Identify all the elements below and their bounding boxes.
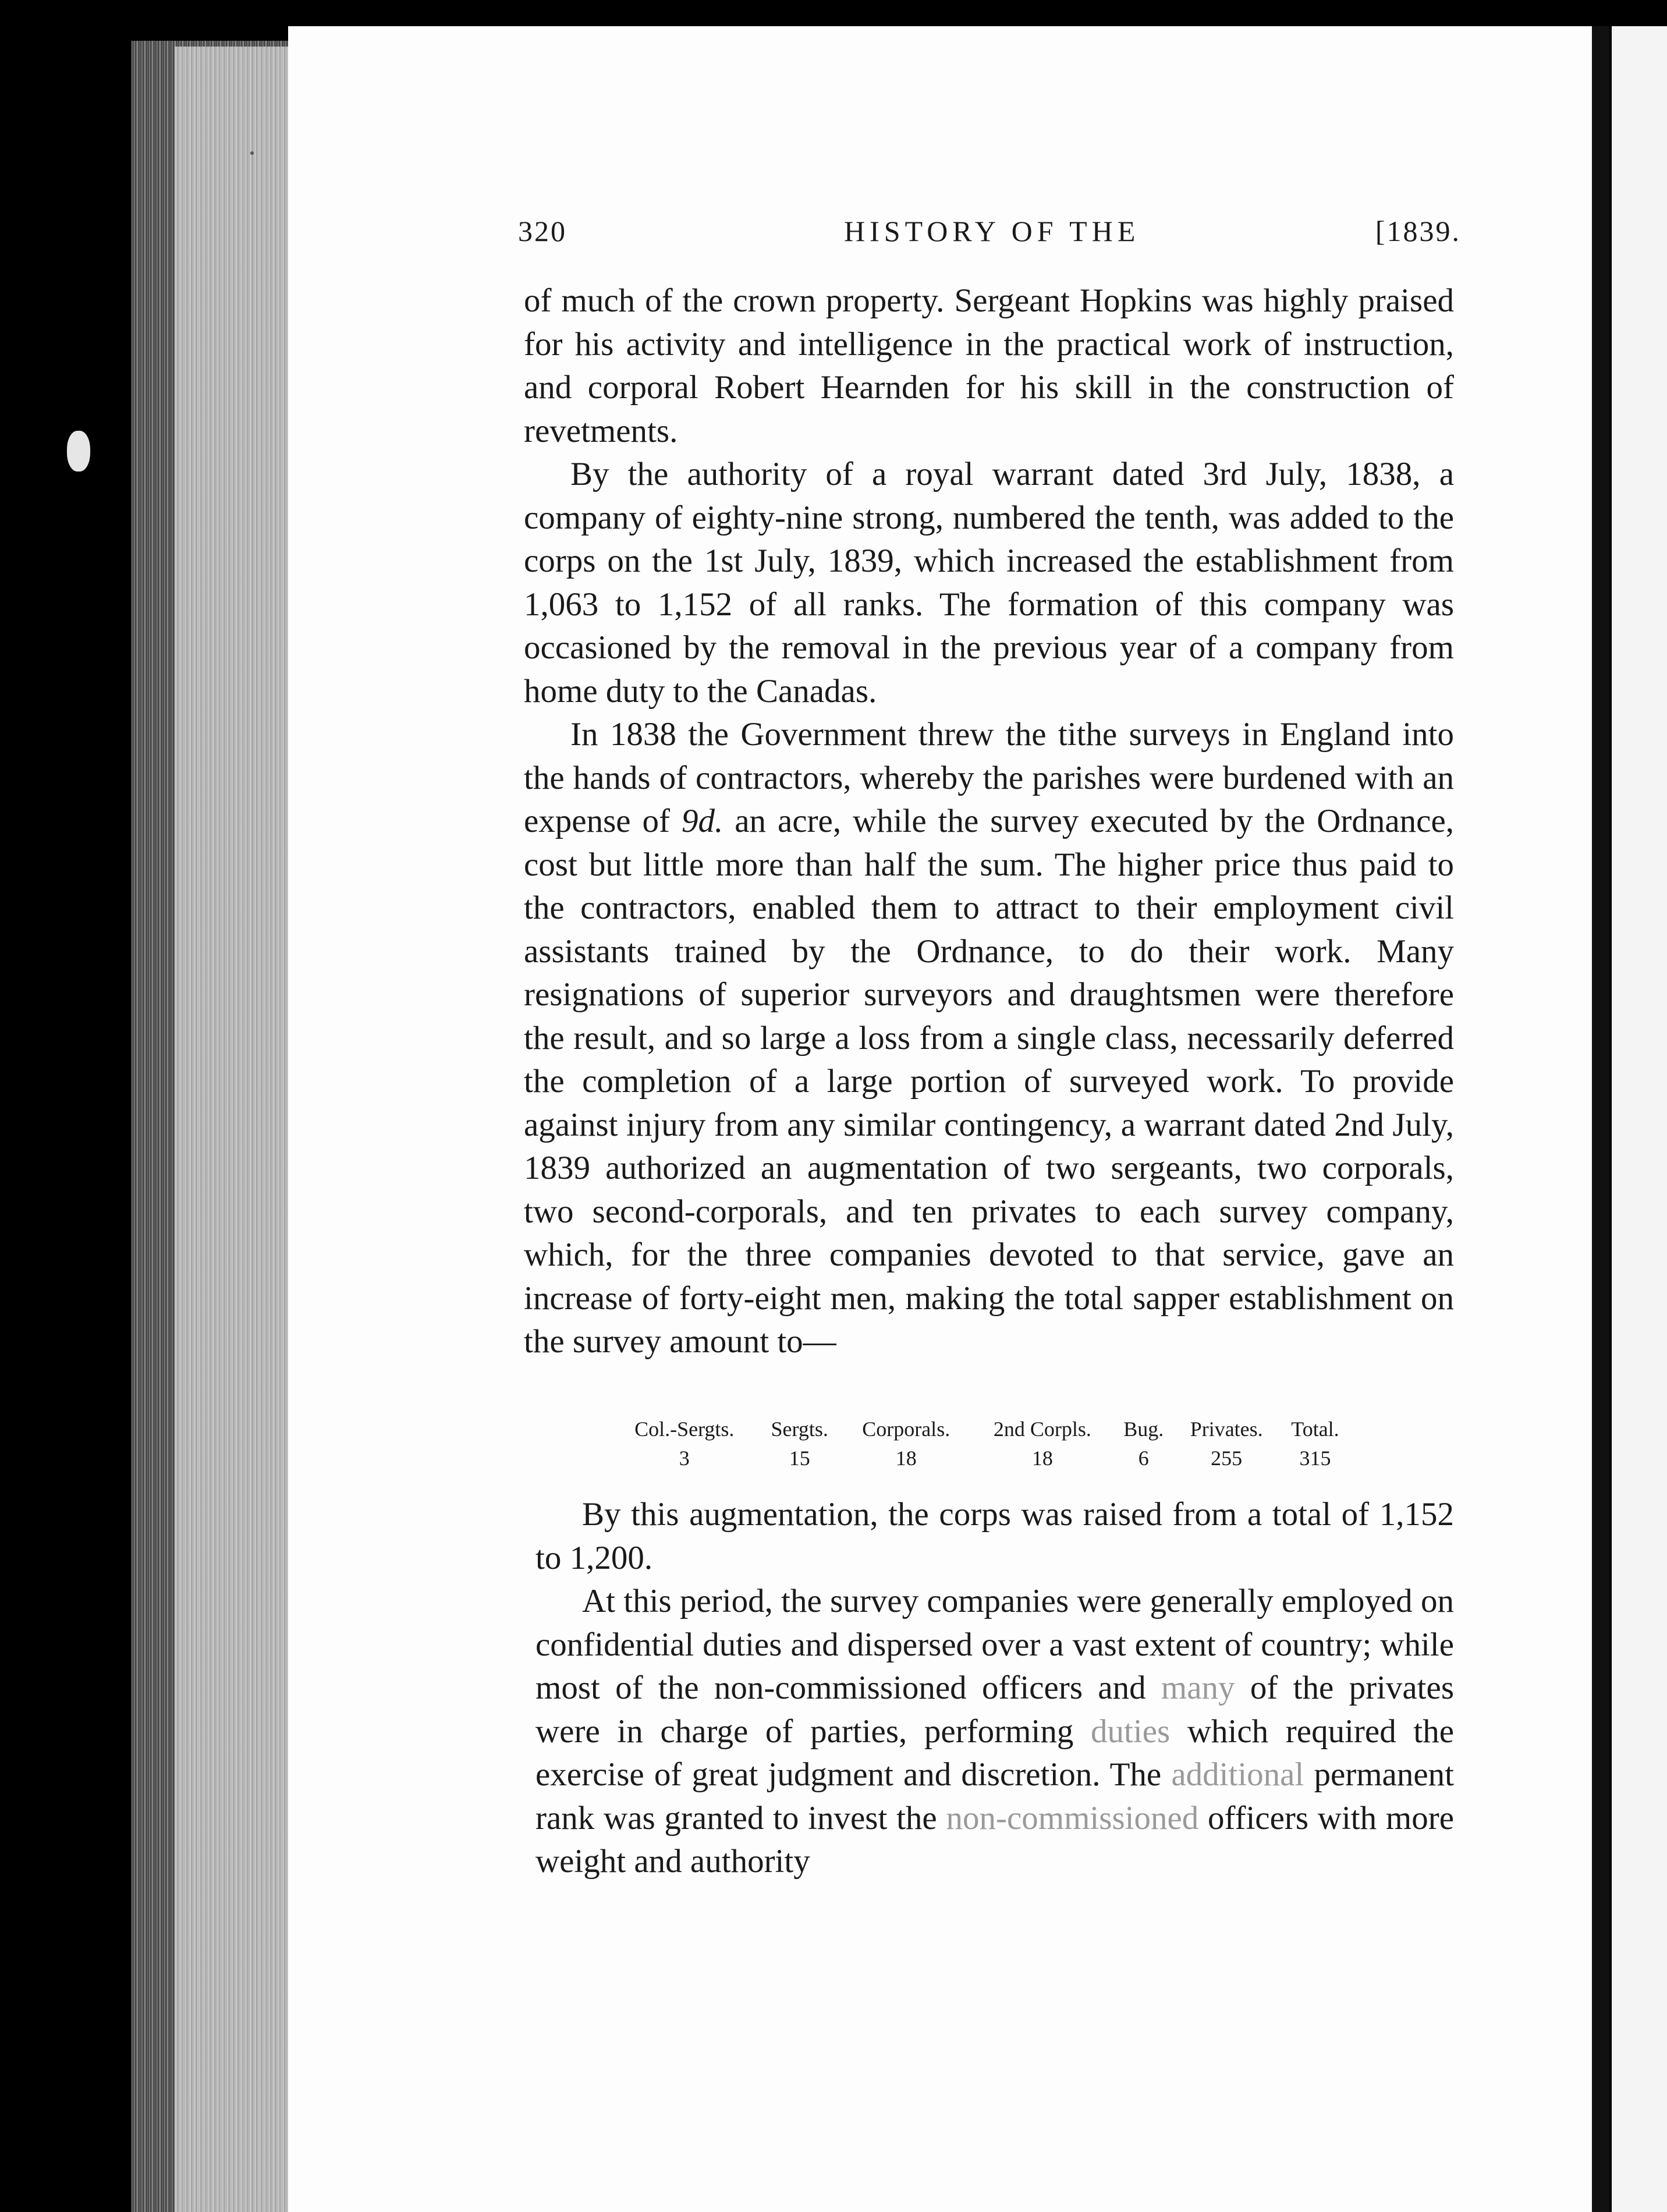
paragraph-5-faded-text: duties bbox=[1091, 1713, 1171, 1750]
paragraph-5-text: At this period, the survey companies were generally employed on confidential duties and dispersed over a vast extent of country; while most of the non-commissioned officers and bbox=[535, 1583, 1454, 1706]
table-header-cell: Privates. bbox=[1190, 1417, 1263, 1441]
table-cell: 315 bbox=[1299, 1447, 1331, 1470]
table-cell: 18 bbox=[895, 1447, 917, 1470]
paragraph-3 bbox=[524, 713, 1454, 1364]
paragraph-3-text-b: an acre, while the survey executed by the Ordnance, cost but little more than half the sum. The higher price thus paid to the contractors, enabled them to attract to their employment civil assistants trained by the Ordnance, to do their work. Many resignations of superior surveyors and draughtsmen were therefore the result, and so large a loss from a single class, necessarily deferred the completion of a large portion of surveyed work. To provide against injury from any similar contingency, a warrant dated 2nd July, 1839 authorized an augmentation of two sergeants, two corporals, two second-corporals, and ten privates to each survey company, which, for the three companies devoted to that service, gave an increase of forty-eight men, making the total sapper establishment on the survey amount to— bbox=[524, 803, 1454, 1360]
table-header-row bbox=[611, 1415, 1350, 1444]
paragraph-4: By this augmentation, the corps was raised from a total of 1,152 to 1,200. bbox=[535, 1496, 1454, 1576]
paper-stain bbox=[67, 431, 90, 472]
paragraph-5-text: officers with more weight and authority bbox=[535, 1799, 1454, 1880]
page-gutter-shadow bbox=[1592, 26, 1609, 2212]
paragraph-5-text: which required the exercise of great judgment and discretion. The bbox=[535, 1713, 1454, 1793]
body-text bbox=[524, 279, 1454, 1364]
table-header-cell: Sergts. bbox=[771, 1417, 828, 1441]
book-page-edges-highlight bbox=[175, 47, 291, 2212]
header-title: HISTORY OF THE bbox=[844, 215, 1140, 247]
table-cell: 3 bbox=[679, 1447, 690, 1470]
establishment-table bbox=[611, 1415, 1350, 1473]
paragraph-5-faded-text: many bbox=[1161, 1669, 1235, 1706]
header-year: [1839. bbox=[1375, 215, 1461, 247]
facing-page-edge bbox=[1609, 26, 1667, 2212]
table-header-cell: Total. bbox=[1291, 1417, 1339, 1441]
paragraph-5-faded-text: non-commissioned bbox=[946, 1799, 1199, 1837]
paragraph-5-faded-text: additional bbox=[1171, 1756, 1304, 1793]
body-text-continued bbox=[535, 1493, 1454, 1884]
table-cell: 255 bbox=[1211, 1447, 1243, 1470]
table-cell: 6 bbox=[1138, 1447, 1149, 1470]
table-header-cell: Bug. bbox=[1123, 1417, 1164, 1441]
table-header-cell: Col.-Sergts. bbox=[634, 1417, 735, 1441]
table-cell: 15 bbox=[789, 1447, 810, 1470]
running-head bbox=[518, 214, 1461, 267]
paragraph-3-text-a: In 1838 the Government threw the tithe surveys in England into the hands of contractors, whereby the parishes were burdened with an expense of bbox=[524, 716, 1454, 839]
table-cell: 18 bbox=[1031, 1447, 1053, 1470]
page-number: 320 bbox=[518, 215, 567, 247]
table-row bbox=[611, 1444, 1350, 1473]
paragraph-5-text: permanent rank was granted to invest the bbox=[535, 1756, 1454, 1837]
table-header-cell: Corporals. bbox=[862, 1417, 950, 1441]
ink-speck bbox=[250, 151, 254, 155]
paragraph-5-text: of the privates were in charge of parties, performing bbox=[535, 1669, 1455, 1750]
paragraph-2: By the authority of a royal warrant dated 3rd July, 1838, a company of eighty-nine strong, numbered the tenth, was added to the corps on the 1st July, 1839, which increased the establishment from 1,063 to 1,152 of all ranks. The formation of this company was occasioned by the removal in the previous year of a company from home duty to the Canadas. bbox=[524, 456, 1454, 710]
paragraph-5 bbox=[535, 1580, 1454, 1884]
paragraph-1: of much of the crown property. Sergeant Hopkins was highly praised for his activity and intelligence in the practical work of instruction, and corporal Robert Hearnden for his skill in the construction of revetments. bbox=[524, 282, 1454, 449]
paragraph-3-italic: 9d. bbox=[681, 803, 723, 839]
table-header-cell: 2nd Corpls. bbox=[993, 1417, 1091, 1441]
